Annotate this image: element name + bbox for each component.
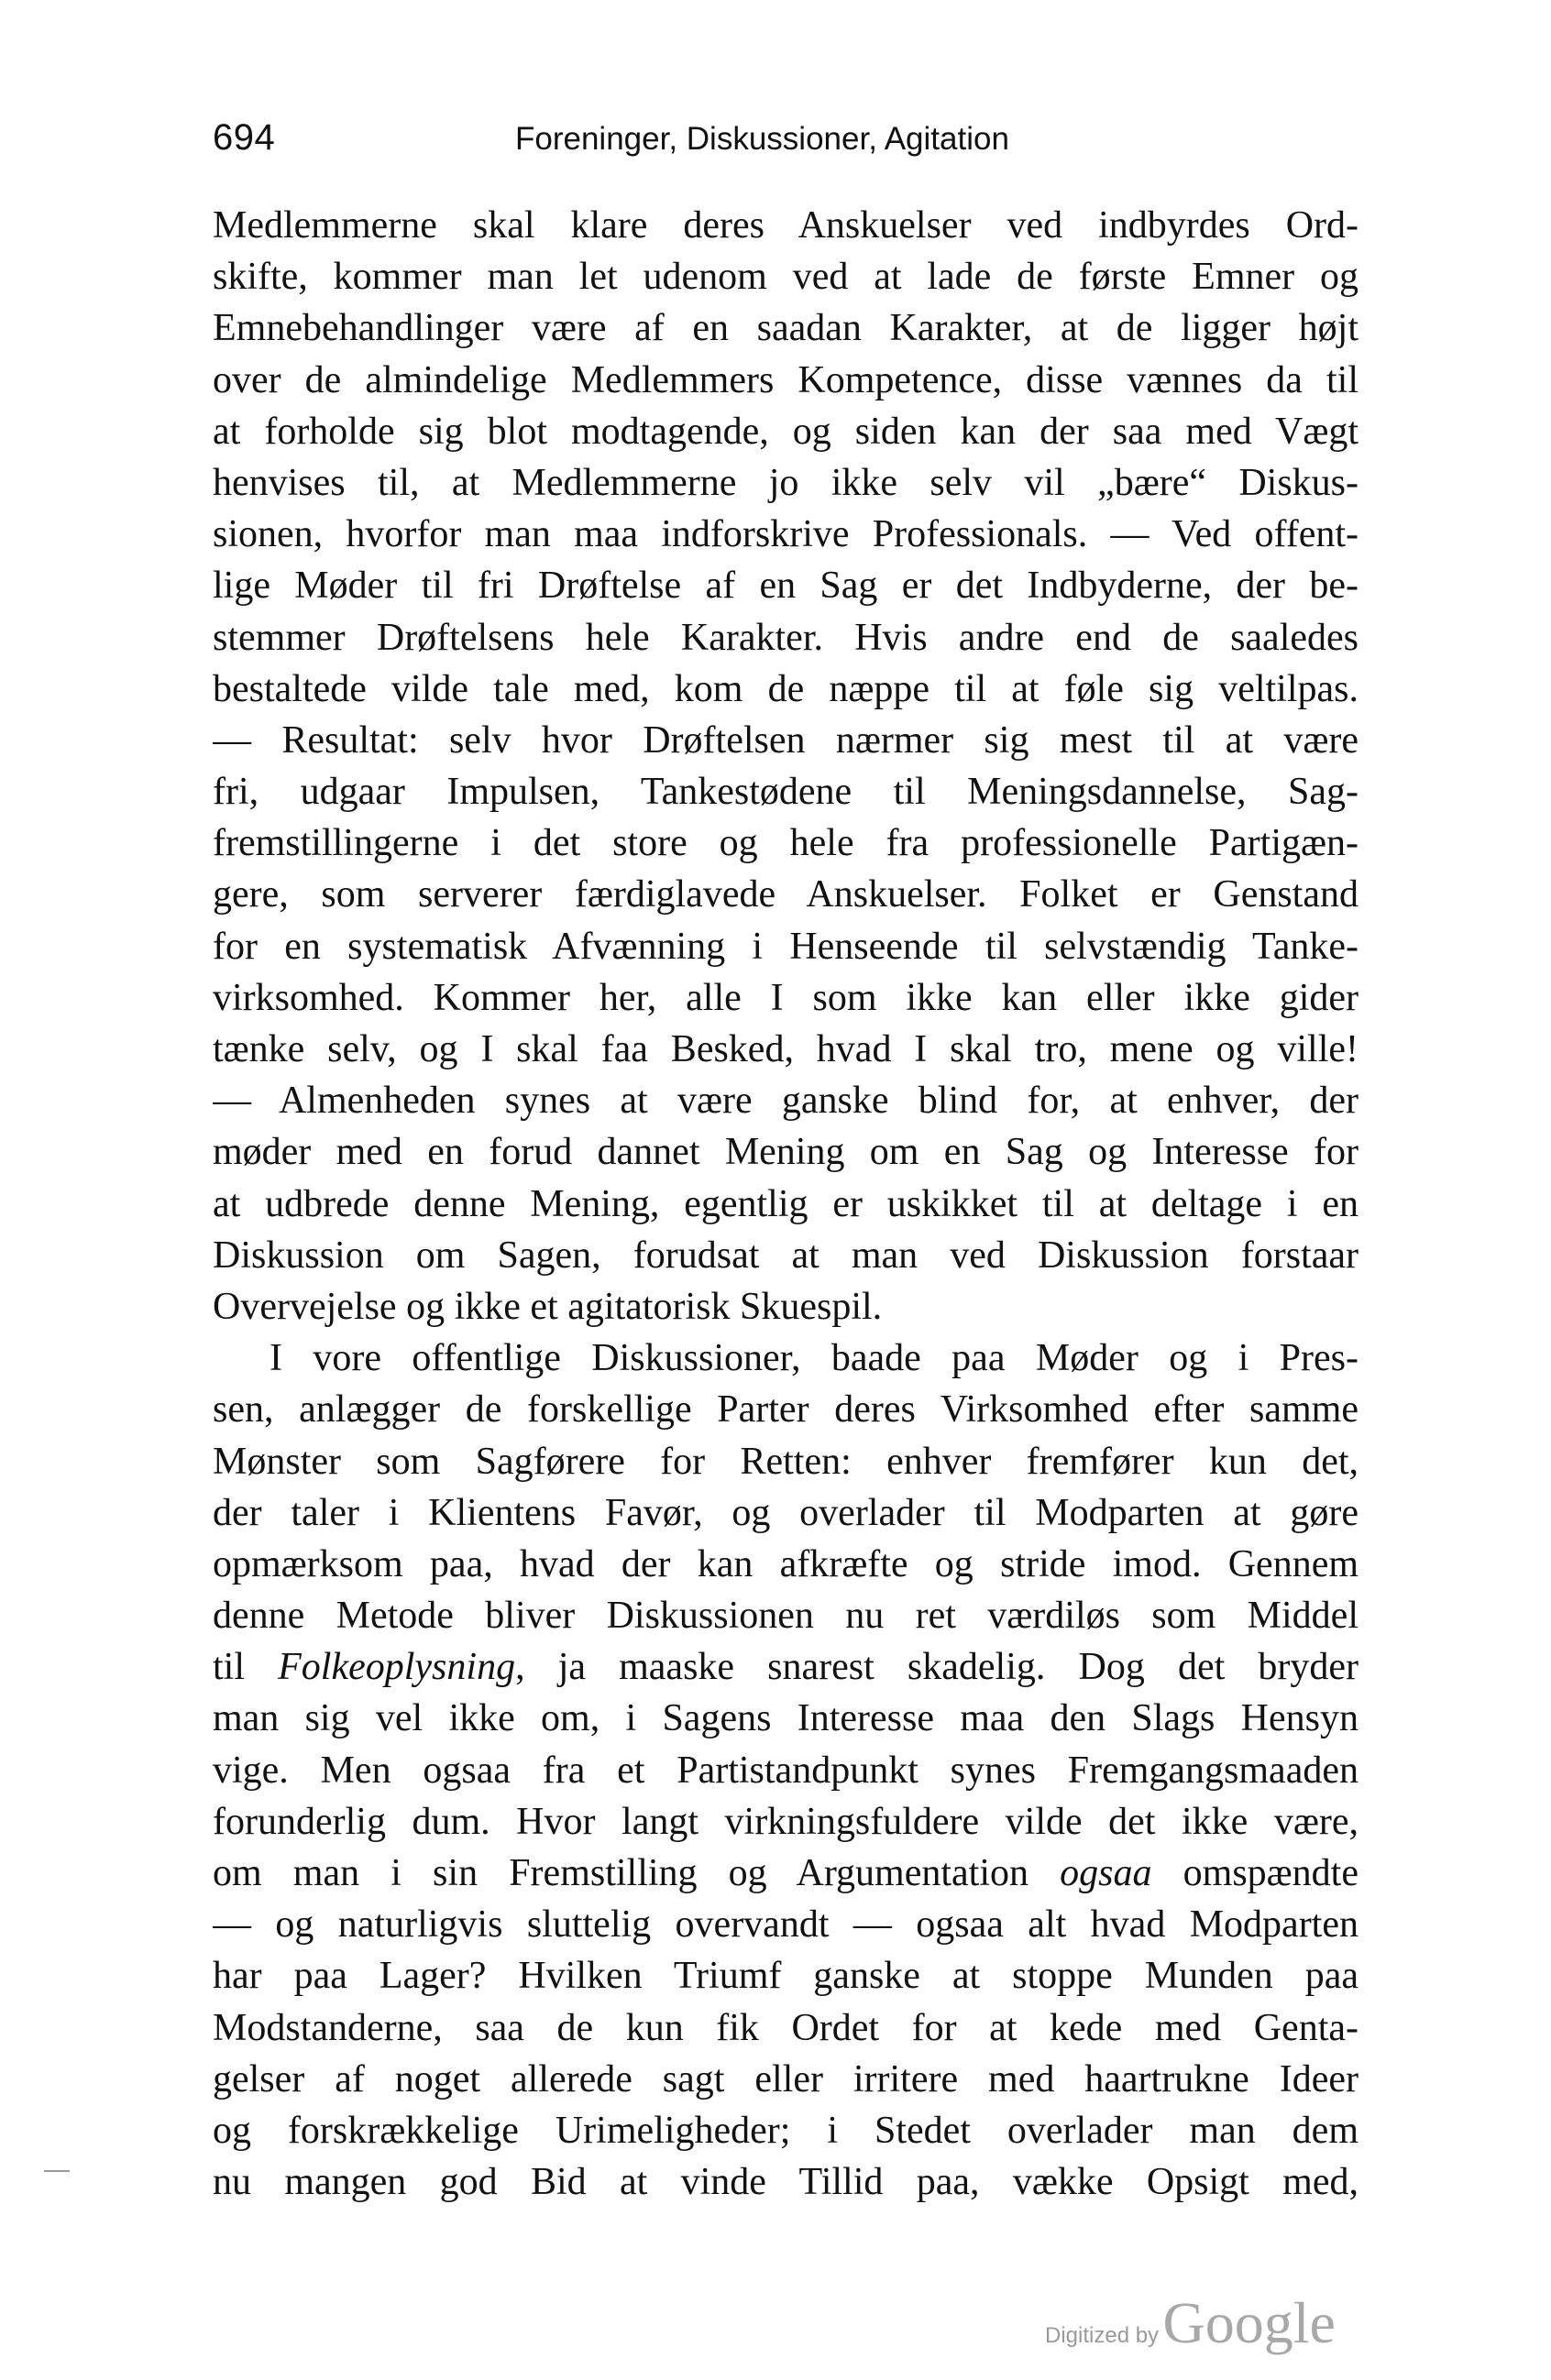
text-line: sen, anlægger de forskellige Parter deres Virksomhed efter samme [213,1388,1358,1431]
text-line: — Resultat: selv hvor Drøftelsen nærmer sig mest til at være [213,718,1358,762]
text-line: Modstanderne, saa de kun fik Ordet for at kede med Genta- [213,2006,1358,2049]
running-head: Foreninger, Diskussioner, Agitation [515,121,1009,157]
text-line: forunderlig dum. Hvor langt virkningsfuldere vilde det ikke være, [213,1800,1358,1843]
text-segment: til [213,1646,246,1689]
text-line-with-italic [213,1641,1358,1693]
italic-text: ogsaa [1060,1852,1152,1894]
text-line: denne Metode bliver Diskussionen nu ret værdiløs som Middel [213,1595,1358,1638]
text-line: lige Møder til fri Drøftelse af en Sag er det Indbyderne, der be- [213,565,1358,608]
text-line: gelser af noget allerede sagt eller irritere med haartrukne Ideer [213,2057,1358,2100]
digitized-watermark [1045,2289,1336,2357]
text-segment: omspændte [1182,1852,1358,1894]
text-line: I vore offentlige Diskussioner, baade paa Møder og i Pres- [270,1337,1358,1380]
text-line: opmærksom paa, hvad der kan afkræfte og stride imod. Gennem [213,1542,1358,1585]
text-line: Medlemmerne skal klare deres Anskuelser ved indbyrdes Ord- [213,204,1358,247]
text-line: Overvejelse og ikke et agitatorisk Skuespil. [213,1285,883,1328]
text-segment: om man i sin Fremstilling og Argumentation [213,1852,1029,1894]
text-line: virksomhed. Kommer her, alle I som ikke kan eller ikke gider [213,976,1358,1019]
italic-text: Folkeoplysning [278,1646,516,1689]
text-line: og forskrækkelige Urimeligheder; i Stedet overlader man dem [213,2109,1358,2152]
text-segment: , ja maaske snarest skadelig. Dog det bryder [515,1646,1358,1689]
page-header [213,108,1358,163]
text-line: henvises til, at Medlemmerne jo ikke selv vil „bære“ Diskus- [213,461,1358,504]
text-line: vige. Men ogsaa fra et Partistandpunkt synes Fremgangsmaaden [213,1749,1358,1792]
text-line: for en systematisk Afvænning i Henseende til selvstændig Tanke- [213,925,1358,968]
text-line: der taler i Klientens Favør, og overlader til Modparten at gøre [213,1491,1358,1534]
text-line: man sig vel ikke om, i Sagens Interesse maa den Slags Hensyn [213,1697,1358,1740]
text-line: over de almindelige Medlemmers Kompetence, disse vænnes da til [213,358,1358,401]
text-line: at forholde sig blot modtagende, og siden kan der saa med Vægt [213,410,1358,453]
watermark-prefix: Digitized by [1045,2323,1160,2348]
text-line: stemmer Drøftelsens hele Karakter. Hvis andre end de saaledes [213,616,1358,659]
text-line: Mønster som Sagførere for Retten: enhver fremfører kun det, [213,1440,1358,1483]
text-line: skifte, kommer man let udenom ved at lade de første Emner og [213,256,1358,299]
text-line: — og naturligvis sluttelig overvandt — ogsaa alt hvad Modparten [213,1903,1358,1947]
body-text [213,200,1358,2208]
text-line-with-italic [213,1848,1358,1899]
text-line: bestaltede vilde tale med, kom de næppe til at føle sig veltilpas. [213,667,1358,710]
text-line: har paa Lager? Hvilken Triumf ganske at stoppe Munden paa [213,1955,1358,1998]
text-line: nu mangen god Bid at vinde Tillid paa, vække Opsigt med, [213,2161,1358,2204]
text-line: tænke selv, og I skal faa Besked, hvad I skal tro, mene og ville! [213,1028,1358,1070]
text-line: at udbrede denne Mening, egentlig er uskikket til at deltage i en [213,1182,1358,1225]
text-line: fri, udgaar Impulsen, Tankestødene til Meningsdannelse, Sag- [213,771,1358,814]
text-line: Diskussion om Sagen, forudsat at man ved Diskussion forstaar [213,1234,1358,1277]
page-number: 694 [213,117,276,158]
text-line: gere, som serverer færdiglavede Anskuelser. Folket er Genstand [213,873,1358,916]
google-logo: Google [1162,2290,1336,2355]
text-line: — Almenheden synes at være ganske blind for, at enhver, der [213,1080,1358,1123]
margin-mark [44,2170,70,2172]
text-line: Emnebehandlinger være af en saadan Karakter, at de ligger højt [213,307,1358,350]
text-line: møder med en forud dannet Mening om en Sag og Interesse for [213,1131,1358,1174]
text-line: fremstillingerne i det store og hele fra professionelle Partigæn- [213,822,1358,865]
text-line: sionen, hvorfor man maa indforskrive Professionals. — Ved offent- [213,513,1358,556]
